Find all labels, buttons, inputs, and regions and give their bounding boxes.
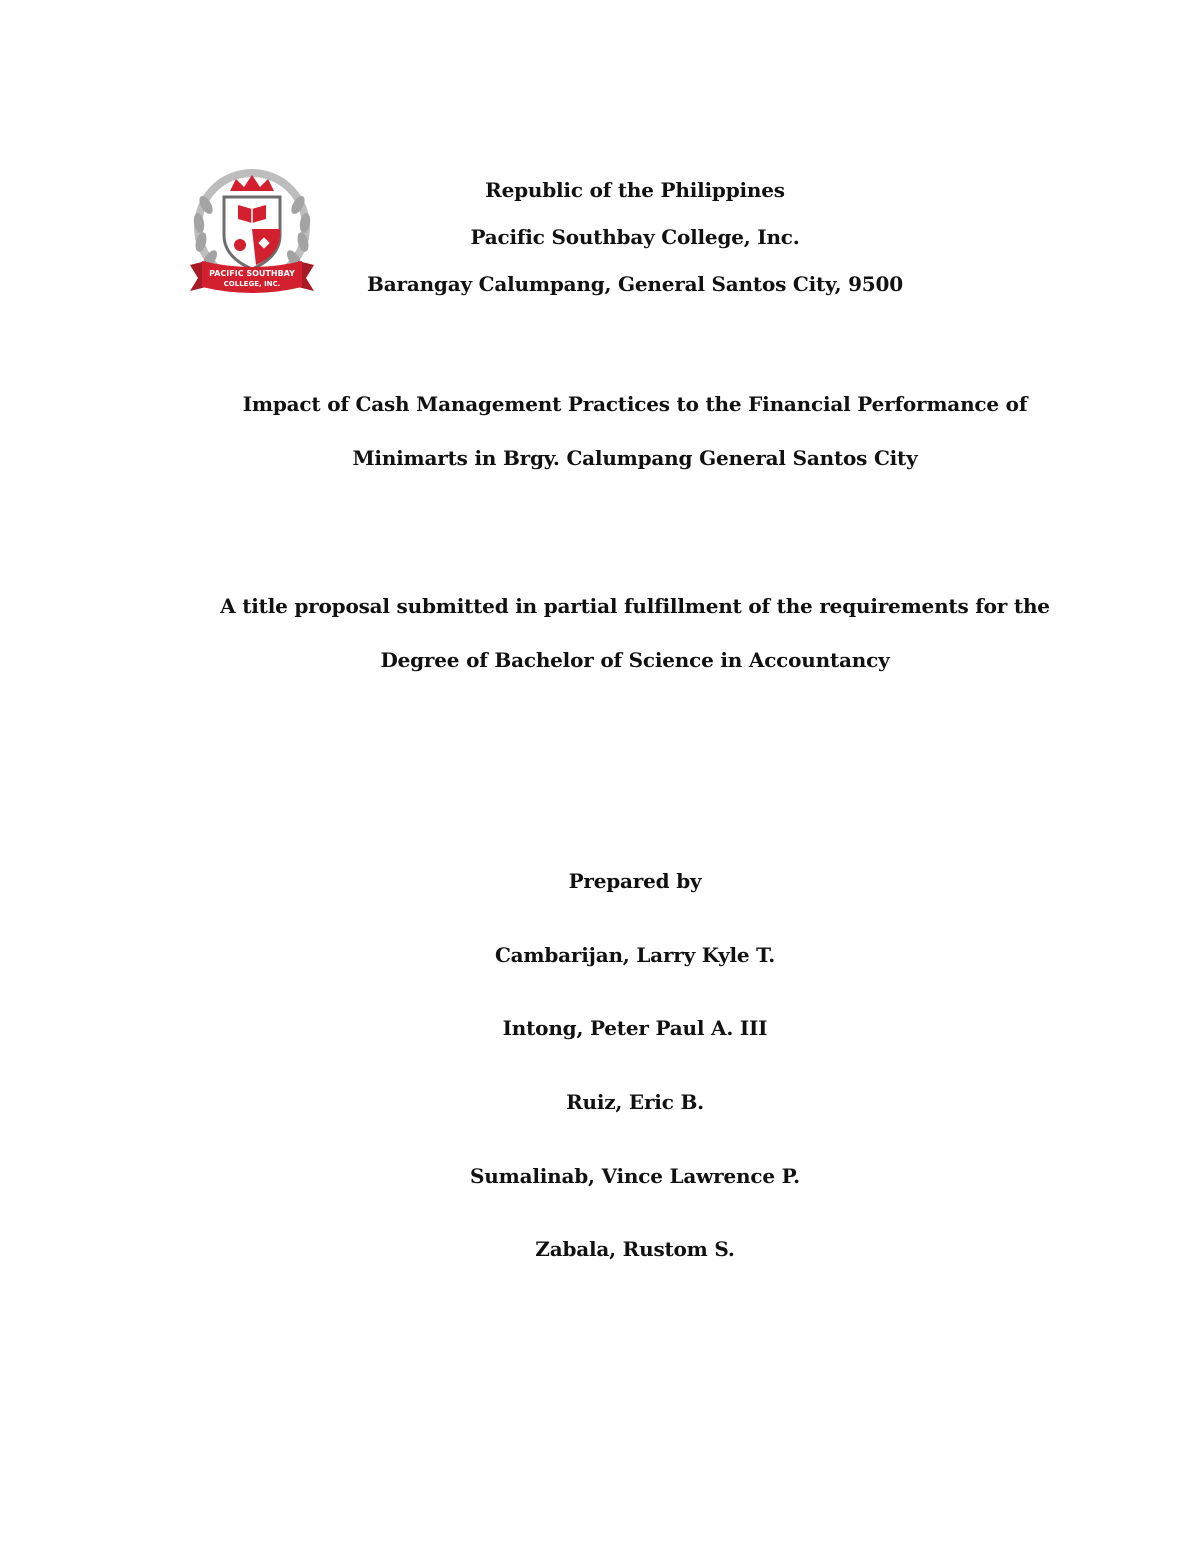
- author-name: Sumalinab, Vince Lawrence P.: [470, 1164, 800, 1188]
- proposal-line-1: A title proposal submitted in partial fulfillment of the requirements for the: [220, 594, 1050, 618]
- seal-ribbon-line2: COLLEGE, INC.: [223, 280, 281, 288]
- header-address: Barangay Calumpang, General Santos City, 9500: [367, 272, 903, 296]
- author-name: Ruiz, Eric B.: [566, 1090, 704, 1114]
- proposal-line-2: Degree of Bachelor of Science in Accountancy: [380, 648, 890, 672]
- header-country: Republic of the Philippines: [485, 178, 785, 202]
- author-name: Cambarijan, Larry Kyle T.: [494, 943, 776, 967]
- prepared-by-label: Prepared by: [568, 869, 702, 893]
- seal-ribbon-line1: PACIFIC SOUTHBAY: [209, 269, 295, 278]
- header-institution: Pacific Southbay College, Inc.: [470, 225, 800, 249]
- title-line-1: Impact of Cash Management Practices to the Financial Performance of: [242, 392, 1028, 416]
- title-line-2: Minimarts in Brgy. Calumpang General Santos City: [352, 446, 918, 470]
- author-name: Zabala, Rustom S.: [535, 1237, 735, 1261]
- author-name: Intong, Peter Paul A. III: [502, 1016, 768, 1040]
